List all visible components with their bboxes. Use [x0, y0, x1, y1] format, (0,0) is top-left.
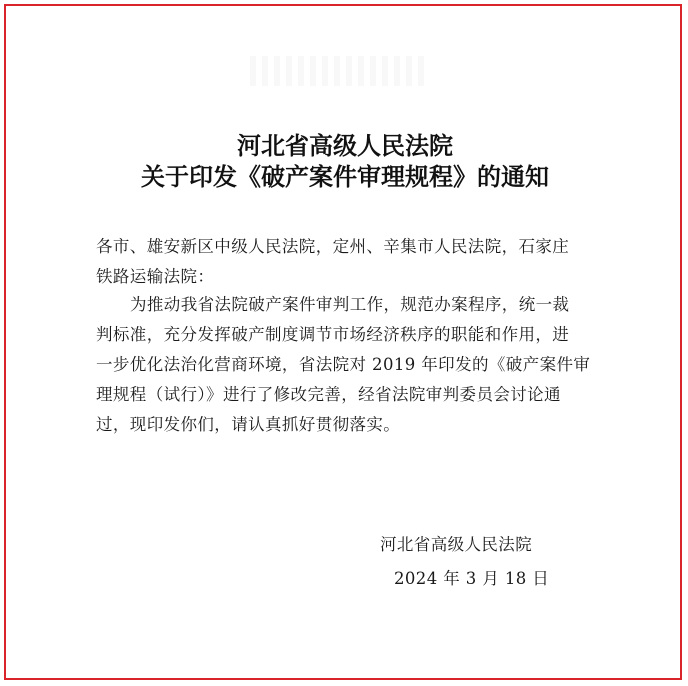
body-paragraph: [96, 290, 626, 440]
body-line: 理规程（试行）》进行了修改完善，经省法院审判委员会讨论通: [96, 385, 561, 404]
signature-date: 2024 年 3 月 18 日: [394, 569, 550, 588]
document-title-issuer: 河北省高级人民法院: [237, 131, 453, 160]
addressee-block: [96, 232, 626, 292]
addressee-line: 铁路运输法院：: [96, 267, 215, 286]
body-line: 判标准，充分发挥破产制度调节市场经济秩序的职能和作用，进: [96, 325, 570, 344]
body-line: 一步优化法治化营商环境，省法院对 2019 年印发的《破产案件审: [96, 355, 591, 374]
addressee-line: 各市、雄安新区中级人民法院，定州、辛集市人民法院，石家庄: [96, 237, 570, 256]
faint-watermark: [250, 56, 430, 86]
body-line: 为推动我省法院破产案件审判工作，规范办案程序，统一裁: [130, 295, 570, 314]
document-title-subject: 关于印发《破产案件审理规程》的通知: [141, 162, 549, 191]
signature-issuer: 河北省高级人民法院: [380, 535, 533, 554]
body-line: 过，现印发你们，请认真抓好贯彻落实。: [96, 415, 401, 434]
